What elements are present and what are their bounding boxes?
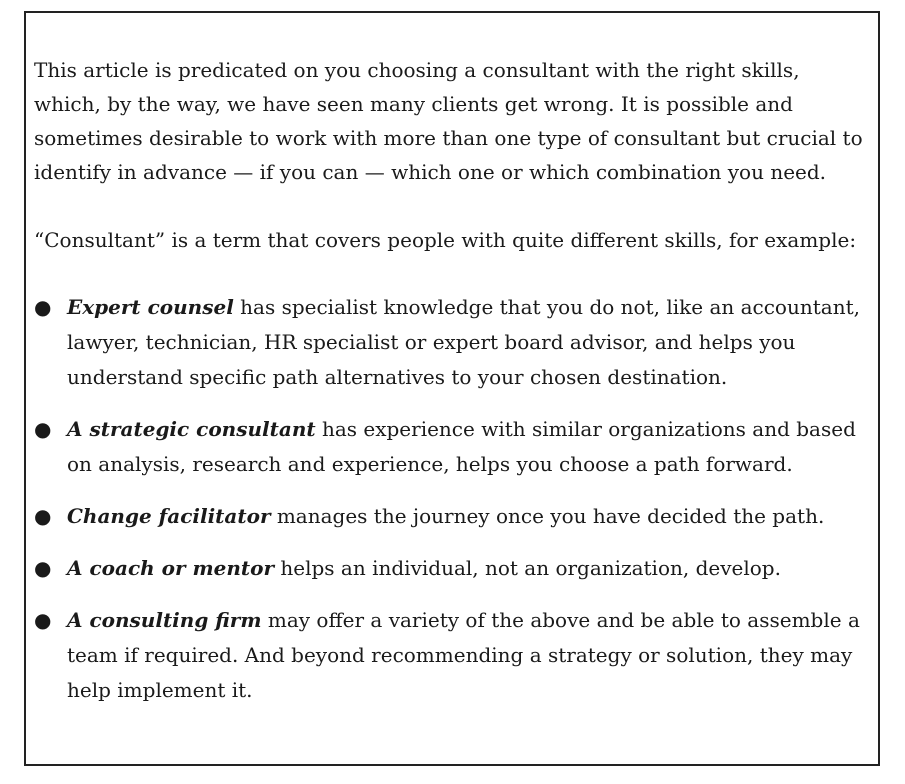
type-term: A strategic consultant <box>67 417 316 441</box>
intro-paragraph: This article is predicated on you choosing a consultant with the right skills, which, by the way, we have seen many clients get wrong. It is possible and sometimes desirable to work with more than one type of consultant but crucial to identify in advance — if you can — which one or which combination you need. <box>34 58 863 184</box>
bullet-icon: ● <box>34 295 52 319</box>
type-description: has specialist knowledge that you do not, like an accountant, lawyer, technician, HR specialist or expert board advisor, and helps you understand specific path alternatives to your chosen destination. <box>67 295 860 389</box>
list-item-consulting-firm <box>34 603 864 708</box>
type-term: Expert counsel <box>67 295 234 319</box>
bullet-icon: ● <box>34 417 52 441</box>
type-description: has experience with similar organizations and based on analysis, research and experience, helps you choose a path forward. <box>67 417 856 476</box>
article-frame <box>24 11 880 766</box>
type-description: helps an individual, not an organization, develop. <box>274 556 781 580</box>
list-item-coach-or-mentor <box>34 551 864 586</box>
consultant-definition-paragraph: “Consultant” is a term that covers people with quite different skills, for example: <box>34 228 857 252</box>
type-term: A coach or mentor <box>67 556 275 580</box>
bullet-icon: ● <box>34 556 52 580</box>
type-term: A consulting firm <box>67 608 262 632</box>
type-description: manages the journey once you have decided the path. <box>270 504 825 528</box>
list-item-expert-counsel <box>34 290 864 395</box>
bullet-icon: ● <box>34 504 52 528</box>
list-item-strategic-consultant <box>34 412 864 482</box>
article-body <box>34 53 864 725</box>
consultant-types-list <box>34 290 864 708</box>
type-term: Change facilitator <box>67 504 271 528</box>
bullet-icon: ● <box>34 608 52 632</box>
type-description: may offer a variety of the above and be able to assemble a team if required. And beyond recommending a strategy or solution, they may help implement it. <box>67 608 860 702</box>
list-item-change-facilitator <box>34 499 864 534</box>
